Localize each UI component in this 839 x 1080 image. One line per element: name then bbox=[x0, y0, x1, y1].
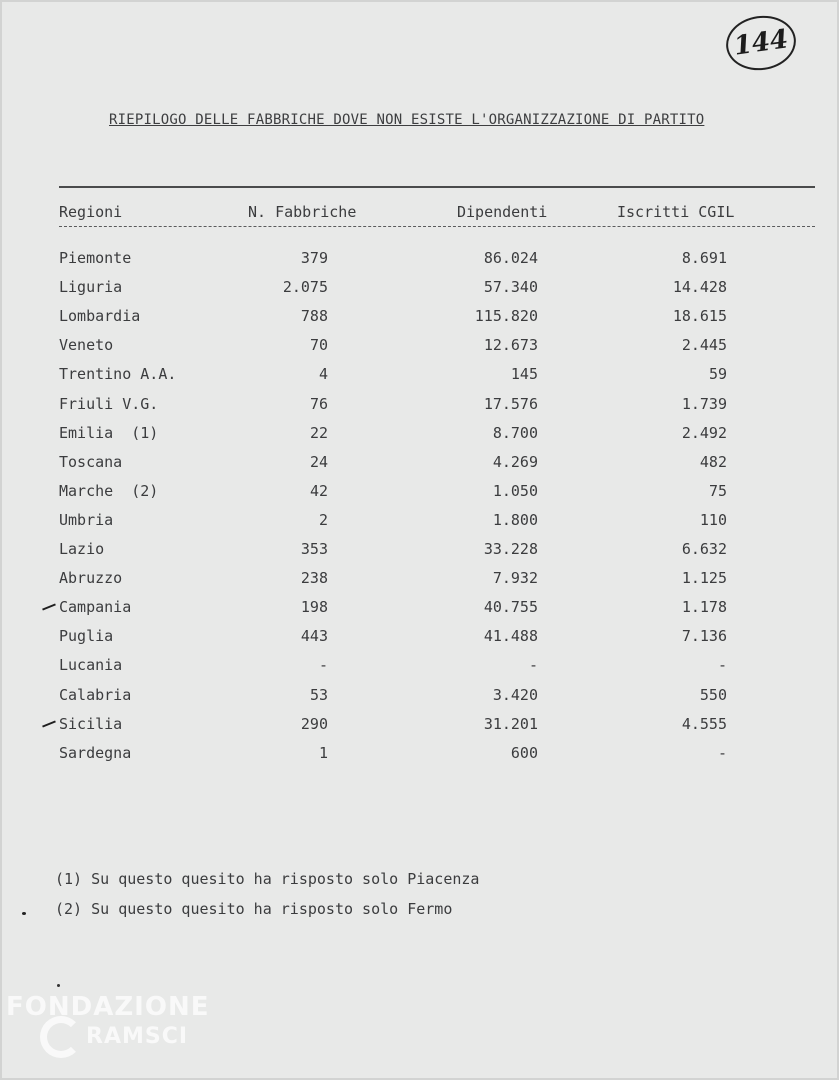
iscritti-cell: 59 bbox=[708, 365, 727, 384]
region-cell: Marche (2) bbox=[59, 481, 159, 500]
region-cell: Puglia bbox=[59, 627, 114, 646]
fabbriche-cell: 788 bbox=[300, 307, 328, 326]
fabbriche-cell: 443 bbox=[300, 627, 328, 646]
header-dipendenti: Dipendenti bbox=[457, 203, 548, 221]
region-cell: Toscana bbox=[59, 452, 123, 471]
fabbriche-cell: 4 bbox=[318, 365, 328, 384]
archive-watermark-logo bbox=[6, 992, 216, 1072]
region-cell: Umbria bbox=[59, 510, 114, 529]
pen-tick-mark bbox=[42, 720, 56, 727]
table-row bbox=[2, 392, 839, 416]
table-row bbox=[2, 653, 839, 677]
table-row bbox=[2, 333, 839, 357]
fabbriche-cell: 70 bbox=[309, 336, 328, 355]
fabbriche-cell: 53 bbox=[309, 685, 328, 704]
region-cell: Trentino A.A. bbox=[59, 365, 177, 384]
dipendenti-cell: - bbox=[528, 656, 538, 675]
fabbriche-cell: 1 bbox=[318, 743, 328, 762]
table-header-rule bbox=[59, 226, 815, 227]
iscritti-cell: 2.492 bbox=[681, 423, 727, 442]
dipendenti-cell: 1.800 bbox=[492, 510, 538, 529]
iscritti-cell: 110 bbox=[699, 510, 727, 529]
header-regioni: Regioni bbox=[59, 203, 123, 221]
dipendenti-cell: 41.488 bbox=[483, 627, 538, 646]
table-row bbox=[2, 450, 839, 474]
region-cell: Lucania bbox=[59, 656, 123, 675]
watermark-g-icon bbox=[40, 1016, 82, 1058]
iscritti-cell: 1.178 bbox=[681, 598, 727, 617]
iscritti-cell: 75 bbox=[708, 481, 727, 500]
pen-mark bbox=[57, 984, 60, 987]
region-cell: Campania bbox=[59, 598, 132, 617]
footnote-2: (2) Su questo quesito ha risposto solo Fermo bbox=[55, 900, 453, 918]
table-row bbox=[2, 741, 839, 765]
fabbriche-cell: 22 bbox=[309, 423, 328, 442]
fabbriche-cell: 2 bbox=[318, 510, 328, 529]
table-row bbox=[2, 566, 839, 590]
table-row bbox=[2, 421, 839, 445]
document-title: RIEPILOGO DELLE FABBRICHE DOVE NON ESISTE L'ORGANIZZAZIONE DI PARTITO bbox=[109, 112, 705, 128]
fabbriche-cell: 42 bbox=[309, 481, 328, 500]
dipendenti-cell: 31.201 bbox=[483, 714, 538, 733]
table-row bbox=[2, 624, 839, 648]
dipendenti-cell: 17.576 bbox=[483, 394, 538, 413]
table-row bbox=[2, 595, 839, 619]
dipendenti-cell: 4.269 bbox=[492, 452, 538, 471]
iscritti-cell: - bbox=[717, 656, 727, 675]
dipendenti-cell: 600 bbox=[510, 743, 538, 762]
watermark-text-line2: RAMSCI bbox=[86, 1024, 189, 1049]
dipendenti-cell: 12.673 bbox=[483, 336, 538, 355]
dipendenti-cell: 57.340 bbox=[483, 278, 538, 297]
table-row bbox=[2, 508, 839, 532]
table-row bbox=[2, 712, 839, 736]
iscritti-cell: 6.632 bbox=[681, 540, 727, 558]
fabbriche-cell: 238 bbox=[300, 569, 328, 588]
region-cell: Veneto bbox=[59, 336, 114, 355]
region-cell: Emilia (1) bbox=[59, 423, 159, 442]
iscritti-cell: 2.445 bbox=[681, 336, 727, 355]
region-cell: Lazio bbox=[59, 540, 105, 558]
iscritti-cell: 8.691 bbox=[681, 249, 727, 267]
table-row bbox=[2, 362, 839, 386]
handwritten-page-number: 144 bbox=[723, 11, 800, 74]
table-row bbox=[2, 246, 839, 270]
fabbriche-cell: 290 bbox=[300, 714, 328, 733]
region-cell: Liguria bbox=[59, 278, 123, 297]
pen-mark bbox=[22, 912, 26, 915]
pen-tick-mark bbox=[42, 604, 56, 611]
table-header bbox=[2, 200, 839, 224]
dipendenti-cell: 145 bbox=[510, 365, 538, 384]
fabbriche-cell: 379 bbox=[300, 249, 328, 267]
fabbriche-cell: 24 bbox=[309, 452, 328, 471]
fabbriche-cell: 2.075 bbox=[282, 278, 328, 297]
iscritti-cell: 7.136 bbox=[681, 627, 727, 646]
fabbriche-cell: - bbox=[318, 656, 328, 675]
table-top-rule bbox=[59, 186, 815, 188]
iscritti-cell: - bbox=[717, 743, 727, 762]
table-row bbox=[2, 275, 839, 299]
region-cell: Piemonte bbox=[59, 249, 132, 267]
iscritti-cell: 14.428 bbox=[672, 278, 727, 297]
fabbriche-cell: 353 bbox=[300, 540, 328, 558]
region-cell: Calabria bbox=[59, 685, 132, 704]
region-cell: Abruzzo bbox=[59, 569, 123, 588]
region-cell: Sicilia bbox=[59, 714, 123, 733]
table-row bbox=[2, 479, 839, 503]
iscritti-cell: 1.125 bbox=[681, 569, 727, 588]
header-fabbriche: N. Fabbriche bbox=[248, 203, 357, 221]
dipendenti-cell: 7.932 bbox=[492, 569, 538, 588]
header-iscritti: Iscritti CGIL bbox=[617, 203, 735, 221]
dipendenti-cell: 115.820 bbox=[474, 307, 538, 326]
iscritti-cell: 1.739 bbox=[681, 394, 727, 413]
table-row bbox=[2, 304, 839, 328]
table-row bbox=[2, 537, 839, 561]
iscritti-cell: 18.615 bbox=[672, 307, 727, 326]
dipendenti-cell: 33.228 bbox=[483, 540, 538, 558]
iscritti-cell: 550 bbox=[699, 685, 727, 704]
region-cell: Friuli V.G. bbox=[59, 394, 159, 413]
region-cell: Lombardia bbox=[59, 307, 141, 326]
fabbriche-cell: 76 bbox=[309, 394, 328, 413]
watermark-text-line1: FONDAZIONE bbox=[6, 992, 210, 1022]
dipendenti-cell: 86.024 bbox=[483, 249, 538, 267]
table-row bbox=[2, 683, 839, 707]
dipendenti-cell: 8.700 bbox=[492, 423, 538, 442]
fabbriche-cell: 198 bbox=[300, 598, 328, 617]
dipendenti-cell: 40.755 bbox=[483, 598, 538, 617]
iscritti-cell: 4.555 bbox=[681, 714, 727, 733]
dipendenti-cell: 1.050 bbox=[492, 481, 538, 500]
iscritti-cell: 482 bbox=[699, 452, 727, 471]
dipendenti-cell: 3.420 bbox=[492, 685, 538, 704]
region-cell: Sardegna bbox=[59, 743, 132, 762]
footnote-1: (1) Su questo quesito ha risposto solo Piacenza bbox=[55, 870, 480, 888]
